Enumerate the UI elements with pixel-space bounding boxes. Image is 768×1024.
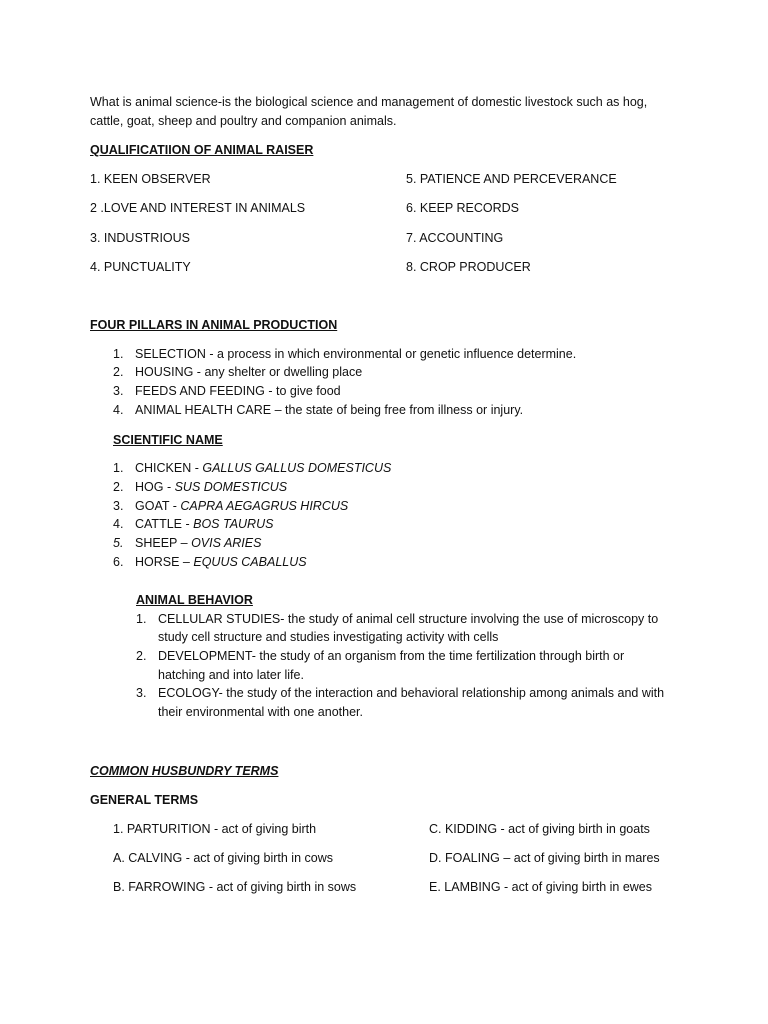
qualification-item: 8. CROP PRODUCER — [406, 260, 531, 274]
intro-line-1: What is animal science-is the biological science and management of domestic livestock such as hog, — [90, 95, 648, 109]
general-terms-heading: GENERAL TERMS — [90, 793, 199, 807]
behavior-item-text: their environmental with one another. — [158, 705, 363, 719]
scientific-heading: SCIENTIFIC NAME — [113, 433, 223, 447]
qualification-item: 1. KEEN OBSERVER — [90, 172, 211, 186]
term-item: B. FARROWING - act of giving birth in sows — [113, 880, 357, 894]
qualification-item: 7. ACCOUNTING — [406, 231, 504, 245]
pillar-item: 4. ANIMAL HEALTH CARE – the state of being free from illness or injury. — [113, 403, 524, 417]
qualifications-heading: QUALIFICATIION OF ANIMAL RAISER — [90, 143, 314, 157]
qualification-item: 3. INDUSTRIOUS — [90, 231, 191, 245]
behavior-item-text: hatching and into later life. — [158, 668, 304, 682]
behavior-item-number: 1. — [136, 612, 147, 626]
behavior-item-text: study cell structure and studies investigating activity with cells — [158, 630, 499, 644]
qualification-item: 6. KEEP RECORDS — [406, 201, 520, 215]
scientific-item: 3. GOAT - CAPRA AEGAGRUS HIRCUS — [113, 499, 349, 513]
pillar-item: 3. FEEDS AND FEEDING - to give food — [113, 384, 341, 398]
scientific-item: 4. CATTLE - BOS TAURUS — [113, 517, 274, 531]
behavior-item-number: 2. — [136, 649, 147, 663]
term-item: C. KIDDING - act of giving birth in goats — [429, 822, 650, 836]
scientific-item: 5. SHEEP – OVIS ARIES — [113, 536, 262, 550]
scientific-item: 2. HOG - SUS DOMESTICUS — [113, 480, 288, 494]
term-item: A. CALVING - act of giving birth in cows — [113, 851, 333, 865]
behavior-item-text: CELLULAR STUDIES- the study of animal cell structure involving the use of microscopy to — [158, 612, 659, 626]
term-item: E. LAMBING - act of giving birth in ewes — [429, 880, 653, 894]
husbandry-heading: COMMON HUSBUNDRY TERMS — [90, 764, 279, 778]
pillar-item: 1. SELECTION - a process in which environmental or genetic influence determine. — [113, 347, 577, 361]
term-item: D. FOALING – act of giving birth in mares — [429, 851, 660, 865]
pillars-heading: FOUR PILLARS IN ANIMAL PRODUCTION — [90, 318, 338, 332]
behavior-item-number: 3. — [136, 686, 147, 700]
behavior-item-text: DEVELOPMENT- the study of an organism from the time fertilization through birth or — [158, 649, 625, 663]
qualification-item: 2 .LOVE AND INTEREST IN ANIMALS — [90, 201, 306, 215]
qualification-item: 5. PATIENCE AND PERCEVERANCE — [406, 172, 617, 186]
behavior-heading: ANIMAL BEHAVIOR — [136, 593, 253, 607]
intro-line-2: cattle, goat, sheep and poultry and companion animals. — [90, 114, 397, 128]
pillar-item: 2. HOUSING - any shelter or dwelling place — [113, 365, 363, 379]
behavior-item-text: ECOLOGY- the study of the interaction and behavioral relationship among animals and with — [158, 686, 665, 700]
scientific-item: 1. CHICKEN - GALLUS GALLUS DOMESTICUS — [113, 461, 392, 475]
term-item: 1. PARTURITION - act of giving birth — [113, 822, 317, 836]
scientific-item: 6. HORSE – EQUUS CABALLUS — [113, 555, 307, 569]
qualification-item: 4. PUNCTUALITY — [90, 260, 191, 274]
